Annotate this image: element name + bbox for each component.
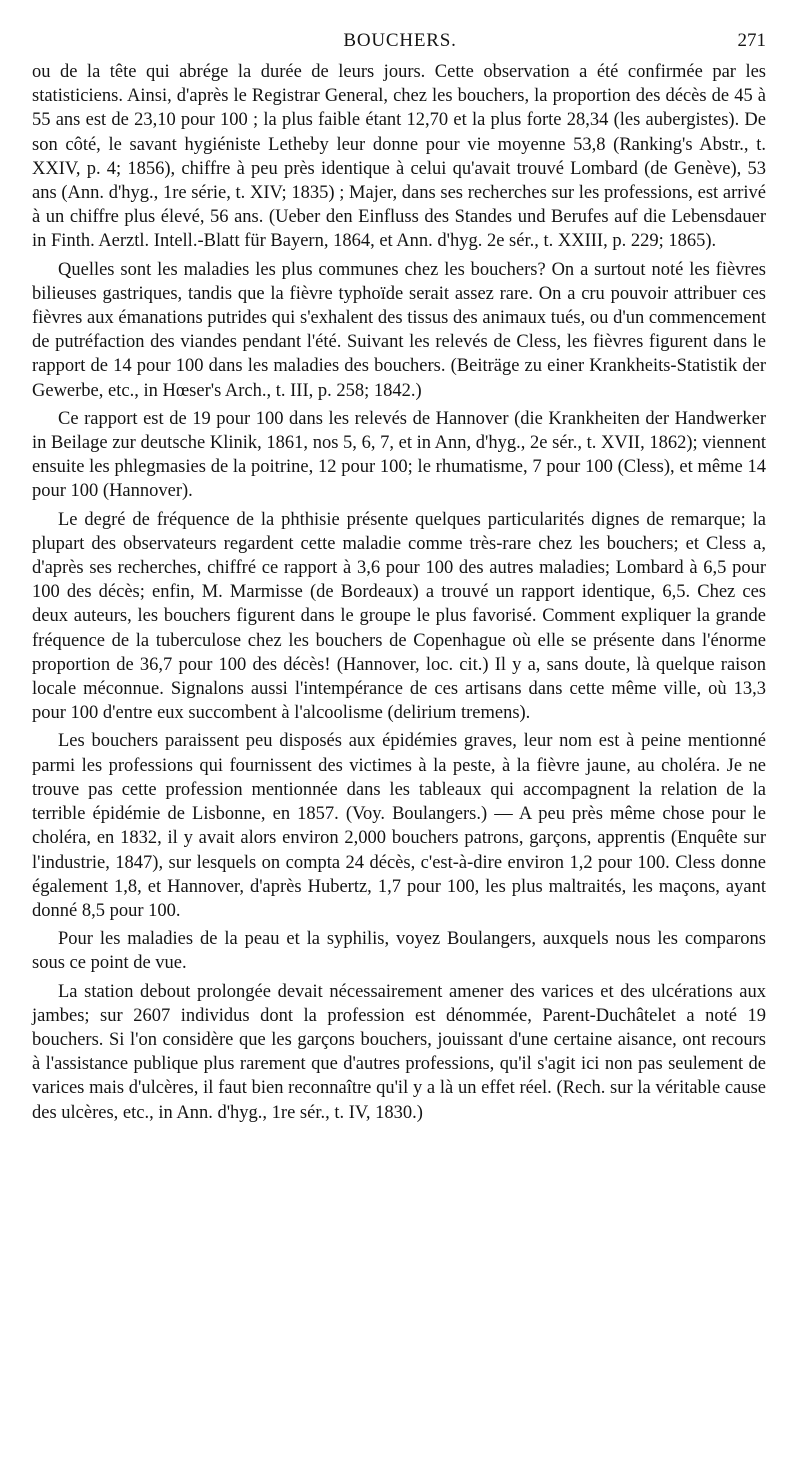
running-head bbox=[30, 30, 770, 58]
paragraph-hannover-ratios: Ce rapport est de 19 pour 100 dans les relevés de Hannover (die Krankheiten der Handwerker in Beilage zur deutsche Klinik, 1861, nos 5, 6, 7, et in Ann, d'hyg., 2e sér., t. XVII, 1862); viennent ensuite les phlegmasies de la poitrine, 12 pour 100; le rhumatisme, 7 pour 100 (Cless), et même 14 pour 100 (Hannover). bbox=[32, 408, 766, 502]
body-text bbox=[32, 60, 766, 1129]
paragraph-varices-ulcers: La station debout prolongée devait nécessairement amener des varices et des ulcérations aux jambes; sur 2607 individus dont la profession est dénommée, Parent-Duchâtelet a noté 19 bouchers. Si l'on considère que les garçons bouchers, jouissant d'une certaine aisance, ont recours à l'assistance publique plus rarement que d'autres professions, qu'il s'agit ici non pas seulement de varices mais d'ulcères, il faut bien reconnaître qu'il y a là un effet réel. (Rech. sur la véritable cause des ulcères, etc., in Ann. d'hyg., 1re sér., t. IV, 1830.) bbox=[32, 981, 766, 1123]
running-title: BOUCHERS. bbox=[343, 30, 457, 51]
paragraph-phthisis: Le degré de fréquence de la phthisie présente quelques particularités dignes de remarque; la plupart des observateurs regardent cette maladie comme très-rare chez les bouchers; et Cless a, d'après ses recherches, chiffré ce rapport à 3,6 pour 100 des autres maladies; Lombard à 6,5 pour 100 des décès; enfin, M. Marmisse (de Bordeaux) a trouvé un rapport identique, 6,5. Chez ces deux auteurs, les bouchers figurent dans le groupe le plus favorisé. Comment expliquer la grande fréquence de la tuberculose chez les bouchers de Copenhague où elle se présente dans l'énorme proportion de 36,7 pour 100 des décès! (Hannover, loc. cit.) Il y a, sans doute, là quelque raison locale méconnue. Signalons aussi l'intempérance de ces artisans dans cette même ville, où 13,3 pour 100 d'entre eux succombent à l'alcoolisme (delirium tremens). bbox=[32, 509, 766, 724]
page-number: 271 bbox=[737, 30, 766, 51]
paragraph-epidemics: Les bouchers paraissent peu disposés aux épidémies graves, leur nom est à peine mentionné parmi les professions qui fournissent des victimes à la peste, à la fièvre jaune, au choléra. Je ne trouve pas cette profession mentionnée dans les tableaux qui accompagnent la relation de la terrible épidémie de Lisbonne, en 1857. (Voy. Boulangers.) — A peu près même chose pour le choléra, en 1832, il y avait alors environ 2,000 bouchers patrons, garçons, apprentis (Enquête sur l'industrie, 1847), sur lesquels on compta 24 décès, c'est-à-dire environ 1,2 pour 100. Cless donne également 1,8, et Hannover, d'après Hubertz, 1,7 pour 100, les plus maltraités, les maçons, ayant donné 8,5 pour 100. bbox=[32, 731, 766, 921]
paragraph-lifespan: ou de la tête qui abrége la durée de leurs jours. Cette observation a été confirmée par les statisticiens. Ainsi, d'après le Registrar General, chez les bouchers, la proportion des décès de 45 à 55 ans est de 23,10 pour 100 ; la plus faible étant 12,70 et la plus forte 28,34 (les aubergistes). De son côté, le savant hygiéniste Letheby leur donne pour vie moyenne 53,8 (Ranking's Abstr., t. XXIV, p. 4; 1856), chiffre à peu près identique à celui qu'avait trouvé Lombard (de Genève), 53 ans (Ann. d'hyg., 1re série, t. XIV; 1835) ; Majer, dans ses recherches sur les professions, est arrivé à un chiffre plus élevé, 56 ans. (Ueber den Einfluss des Standes und Berufes auf die Lebensdauer in Finth. Aerztl. Intell.-Blatt für Bayern, 1864, et Ann. d'hyg. 2e sér., t. XXIII, p. 229; 1865). bbox=[32, 62, 766, 252]
paragraph-skin-syphilis: Pour les maladies de la peau et la syphilis, voyez Boulangers, auxquels nous les comparons sous ce point de vue. bbox=[32, 929, 766, 974]
paragraph-common-diseases: Quelles sont les maladies les plus communes chez les bouchers? On a surtout noté les fièvres bilieuses gastriques, tandis que la fièvre typhoïde serait assez rare. On a cru pouvoir attribuer ces fièvres aux émanations putrides qui s'exhalent des tissus des animaux tués, ou d'un commencement de putréfaction des viandes pendant l'été. Suivant les relevés de Cless, les fièvres figurent dans le rapport de 14 pour 100 dans les maladies des bouchers. (Beiträge zu einer Krankheits-Statistik der Gewerbe, etc., in Hœser's Arch., t. III, p. 258; 1842.) bbox=[32, 259, 766, 401]
